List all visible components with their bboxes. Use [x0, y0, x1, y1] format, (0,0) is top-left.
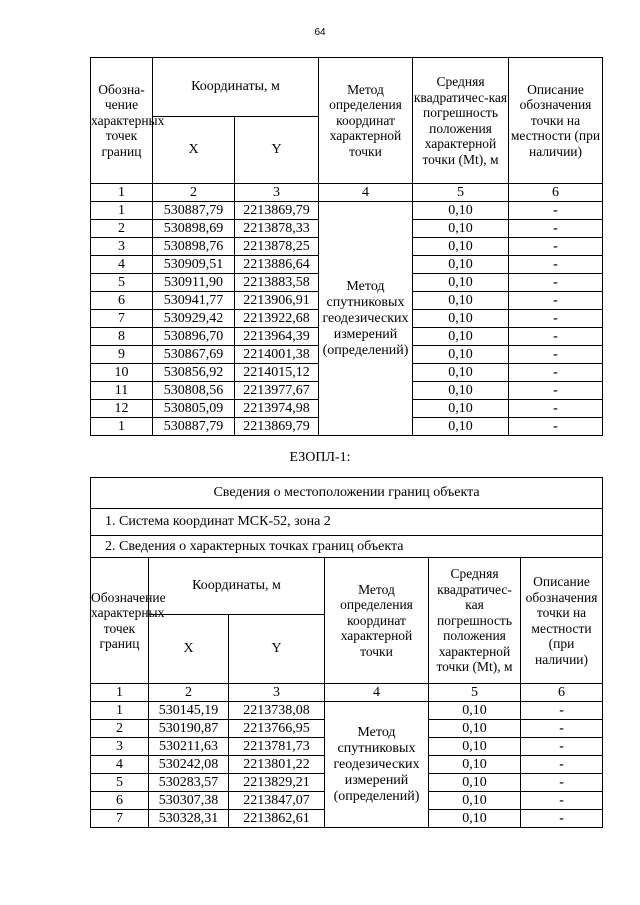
- column-numbers-row: [91, 684, 603, 702]
- coord-x: 530808,56: [153, 382, 235, 400]
- description-value: -: [521, 702, 603, 720]
- column-number: 3: [229, 684, 325, 702]
- accuracy-value: 0,10: [429, 702, 521, 720]
- description-value: -: [509, 274, 603, 292]
- coord-x: 530896,70: [153, 328, 235, 346]
- coord-x: 530898,76: [153, 238, 235, 256]
- point-number: 7: [91, 810, 149, 828]
- accuracy-value: 0,10: [413, 274, 509, 292]
- column-number: 1: [91, 684, 149, 702]
- header-y: Y: [229, 615, 325, 684]
- column-number: 1: [91, 184, 153, 202]
- accuracy-value: 0,10: [413, 310, 509, 328]
- coord-x: 530145,19: [149, 702, 229, 720]
- description-value: -: [509, 220, 603, 238]
- header-point-designation: Обозна-чение характерных точек границ: [91, 58, 153, 184]
- coord-x: 530805,09: [153, 400, 235, 418]
- method-cell: Метод спутниковых геодезических измерений (определений): [319, 202, 413, 436]
- column-number: 4: [325, 684, 429, 702]
- coord-y: 2213964,39: [235, 328, 319, 346]
- header-x: X: [153, 117, 235, 184]
- accuracy-value: 0,10: [429, 810, 521, 828]
- point-number: 2: [91, 720, 149, 738]
- table-row: [91, 202, 603, 220]
- point-number: 1: [91, 702, 149, 720]
- accuracy-value: 0,10: [429, 774, 521, 792]
- description-value: -: [521, 810, 603, 828]
- coord-y: 2213886,64: [235, 256, 319, 274]
- point-number: 8: [91, 328, 153, 346]
- header-coordinates: Координаты, м: [153, 58, 319, 117]
- section-title: Сведения о местоположении границ объекта: [91, 478, 603, 509]
- coord-x: 530242,08: [149, 756, 229, 774]
- column-number: 2: [153, 184, 235, 202]
- coord-x: 530909,51: [153, 256, 235, 274]
- description-value: -: [509, 256, 603, 274]
- coord-y: 2213869,79: [235, 202, 319, 220]
- object-boundary-table: [90, 477, 603, 828]
- description-value: -: [509, 418, 603, 436]
- description-value: -: [521, 738, 603, 756]
- accuracy-value: 0,10: [429, 756, 521, 774]
- description-value: -: [509, 382, 603, 400]
- coord-y: 2213847,07: [229, 792, 325, 810]
- accuracy-value: 0,10: [413, 256, 509, 274]
- coord-y: 2213883,58: [235, 274, 319, 292]
- column-number: 4: [319, 184, 413, 202]
- point-number: 3: [91, 238, 153, 256]
- description-value: -: [521, 792, 603, 810]
- coord-y: 2213766,95: [229, 720, 325, 738]
- coord-y: 2213878,25: [235, 238, 319, 256]
- coord-y: 2213829,21: [229, 774, 325, 792]
- header-description: Описание обозначения точки на местности (при наличии): [509, 58, 603, 184]
- page-number: 64: [314, 27, 326, 38]
- accuracy-value: 0,10: [413, 328, 509, 346]
- column-number: 6: [509, 184, 603, 202]
- coord-y: 2213738,08: [229, 702, 325, 720]
- accuracy-value: 0,10: [413, 220, 509, 238]
- point-number: 6: [91, 292, 153, 310]
- coord-y: 2213781,73: [229, 738, 325, 756]
- description-value: -: [509, 328, 603, 346]
- header-coordinates: Координаты, м: [149, 558, 325, 615]
- accuracy-value: 0,10: [413, 292, 509, 310]
- description-value: -: [509, 238, 603, 256]
- accuracy-value: 0,10: [413, 400, 509, 418]
- description-value: -: [509, 346, 603, 364]
- coord-y: 2213801,22: [229, 756, 325, 774]
- point-number: 5: [91, 774, 149, 792]
- header-accuracy: Средняя квадратичес-кая погрешность положения характерной точки (Mt), м: [413, 58, 509, 184]
- point-number: 10: [91, 364, 153, 382]
- coord-y: 2213862,61: [229, 810, 325, 828]
- accuracy-value: 0,10: [413, 364, 509, 382]
- coord-x: 530283,57: [149, 774, 229, 792]
- coord-x: 530190,87: [149, 720, 229, 738]
- point-number: 1: [91, 202, 153, 220]
- point-number: 12: [91, 400, 153, 418]
- description-value: -: [509, 202, 603, 220]
- column-number: 5: [429, 684, 521, 702]
- description-value: -: [509, 292, 603, 310]
- column-number: 2: [149, 684, 229, 702]
- description-value: -: [509, 400, 603, 418]
- description-value: -: [521, 774, 603, 792]
- accuracy-value: 0,10: [413, 202, 509, 220]
- coord-y: 2213977,67: [235, 382, 319, 400]
- coord-x: 530911,90: [153, 274, 235, 292]
- header-y: Y: [235, 117, 319, 184]
- coord-y: 2214015,12: [235, 364, 319, 382]
- accuracy-value: 0,10: [429, 720, 521, 738]
- point-number: 4: [91, 256, 153, 274]
- coord-x: 530898,69: [153, 220, 235, 238]
- coord-x: 530887,79: [153, 418, 235, 436]
- coord-y: 2213878,33: [235, 220, 319, 238]
- description-value: -: [509, 310, 603, 328]
- column-number: 3: [235, 184, 319, 202]
- point-number: 9: [91, 346, 153, 364]
- description-value: -: [521, 756, 603, 774]
- coord-y: 2214001,38: [235, 346, 319, 364]
- accuracy-value: 0,10: [429, 738, 521, 756]
- points-subtitle: 2. Сведения о характерных точках границ объекта: [91, 536, 603, 558]
- header-accuracy: Средняя квадратичес-кая погрешность положения характерной точки (Mt), м: [429, 558, 521, 684]
- coord-y: 2213869,79: [235, 418, 319, 436]
- coord-x: 530211,63: [149, 738, 229, 756]
- coord-x: 530856,92: [153, 364, 235, 382]
- point-number: 4: [91, 756, 149, 774]
- column-numbers-row: [91, 184, 603, 202]
- header-method: Метод определения координат характерной точки: [319, 58, 413, 184]
- accuracy-value: 0,10: [413, 346, 509, 364]
- accuracy-value: 0,10: [413, 238, 509, 256]
- coord-y: 2213974,98: [235, 400, 319, 418]
- boundary-points-table: [90, 57, 603, 436]
- coord-x: 530929,42: [153, 310, 235, 328]
- coord-x: 530887,79: [153, 202, 235, 220]
- point-number: 7: [91, 310, 153, 328]
- column-number: 5: [413, 184, 509, 202]
- point-number: 6: [91, 792, 149, 810]
- accuracy-value: 0,10: [413, 382, 509, 400]
- coord-x: 530328,31: [149, 810, 229, 828]
- point-number: 11: [91, 382, 153, 400]
- method-cell: Метод спутниковых геодезических измерений (определений): [325, 702, 429, 828]
- description-value: -: [509, 364, 603, 382]
- accuracy-value: 0,10: [413, 418, 509, 436]
- coord-x: 530941,77: [153, 292, 235, 310]
- coord-x: 530867,69: [153, 346, 235, 364]
- header-method: Метод определения координат характерной точки: [325, 558, 429, 684]
- coord-y: 2213906,91: [235, 292, 319, 310]
- zone-caption: ЕЗОПЛ-1:: [289, 450, 351, 465]
- header-x: X: [149, 615, 229, 684]
- header-point-designation: Обозначение характерных точек границ: [91, 558, 149, 684]
- accuracy-value: 0,10: [429, 792, 521, 810]
- coord-x: 530307,38: [149, 792, 229, 810]
- point-number: 5: [91, 274, 153, 292]
- coordinate-system: 1. Система координат МСК-52, зона 2: [91, 509, 603, 536]
- header-description: Описание обозначения точки на местности (при наличии): [521, 558, 603, 684]
- coord-y: 2213922,68: [235, 310, 319, 328]
- point-number: 1: [91, 418, 153, 436]
- point-number: 2: [91, 220, 153, 238]
- description-value: -: [521, 720, 603, 738]
- point-number: 3: [91, 738, 149, 756]
- table-row: [91, 702, 603, 720]
- column-number: 6: [521, 684, 603, 702]
